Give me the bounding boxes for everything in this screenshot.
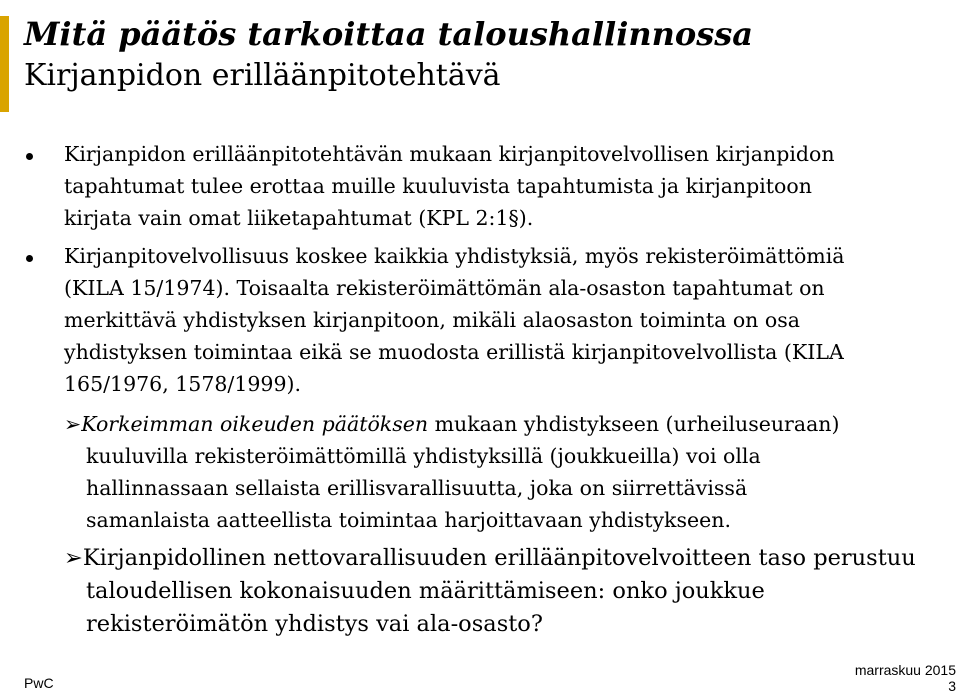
bullet-dot-icon [26, 255, 33, 262]
bullet-1-line-2: tapahtumat tulee erottaa muille kuuluvista tapahtumista ja kirjanpitoon [64, 174, 812, 198]
arrow-2-line-3: rekisteröimätön yhdistys vai ala-osasto? [86, 611, 543, 637]
footer-date: marraskuu 2015 [854, 662, 956, 678]
bullet-2-line-4: yhdistyksen toimintaa eikä se muodosta erillistä kirjanpitovelvollista (KILA [64, 340, 844, 364]
arrow-1-line-2: kuuluvilla rekisteröimättömillä yhdistyksillä (joukkueilla) voi olla [86, 444, 761, 468]
arrow-1-line-3: hallinnassaan sellaista erillisvarallisuutta, joka on siirrettävissä [86, 476, 748, 500]
arrow-bullet-icon: ➢ [64, 412, 82, 436]
arrow-1-line-1 [64, 408, 840, 440]
arrow-1-line-1-rest: mukaan yhdistykseen (urheiluseuraan) [428, 412, 840, 436]
bullet-1-line-3: kirjata vain omat liiketapahtumat (KPL 2:1§). [64, 206, 534, 230]
slide-subtitle: Kirjanpidon erilläänpitotehtävä [24, 58, 501, 93]
bullet-2-line-1: Kirjanpitovelvollisuus koskee kaikkia yhdistyksiä, myös rekisteröimättömiä [64, 244, 845, 268]
bullet-2-line-3: merkittävä yhdistyksen kirjanpitoon, mikäli alaosaston toiminta on osa [64, 308, 800, 332]
footer-brand: PwC [24, 675, 54, 691]
bullet-1-line-1: Kirjanpidon erilläänpitotehtävän mukaan kirjanpitovelvollisen kirjanpidon [64, 142, 835, 166]
arrow-2-line-2: taloudellisen kokonaisuuden määrittämiseen: onko joukkue [86, 578, 765, 604]
arrow-1-line-4: samanlaista aatteellista toimintaa harjoittavaan yhdistykseen. [86, 508, 731, 532]
arrow-2-line-1-text: Kirjanpidollinen nettovarallisuuden erilläänpitovelvoitteen taso perustuu [82, 545, 916, 571]
arrow-1-italic: Korkeimman oikeuden päätöksen [81, 412, 429, 436]
arrow-2-line-1 [64, 542, 916, 574]
arrow-bullet-icon: ➢ [64, 545, 83, 571]
slide-title: Mitä päätös tarkoittaa taloushallinnossa [24, 15, 753, 53]
bullet-dot-icon [26, 153, 33, 160]
bullet-2-line-5: 165/1976, 1578/1999). [64, 372, 302, 396]
accent-bar [0, 16, 9, 112]
bullet-2-line-2: (KILA 15/1974). Toisaalta rekisteröimättömän ala-osaston tapahtumat on [64, 276, 825, 300]
page-number: 3 [948, 678, 956, 694]
